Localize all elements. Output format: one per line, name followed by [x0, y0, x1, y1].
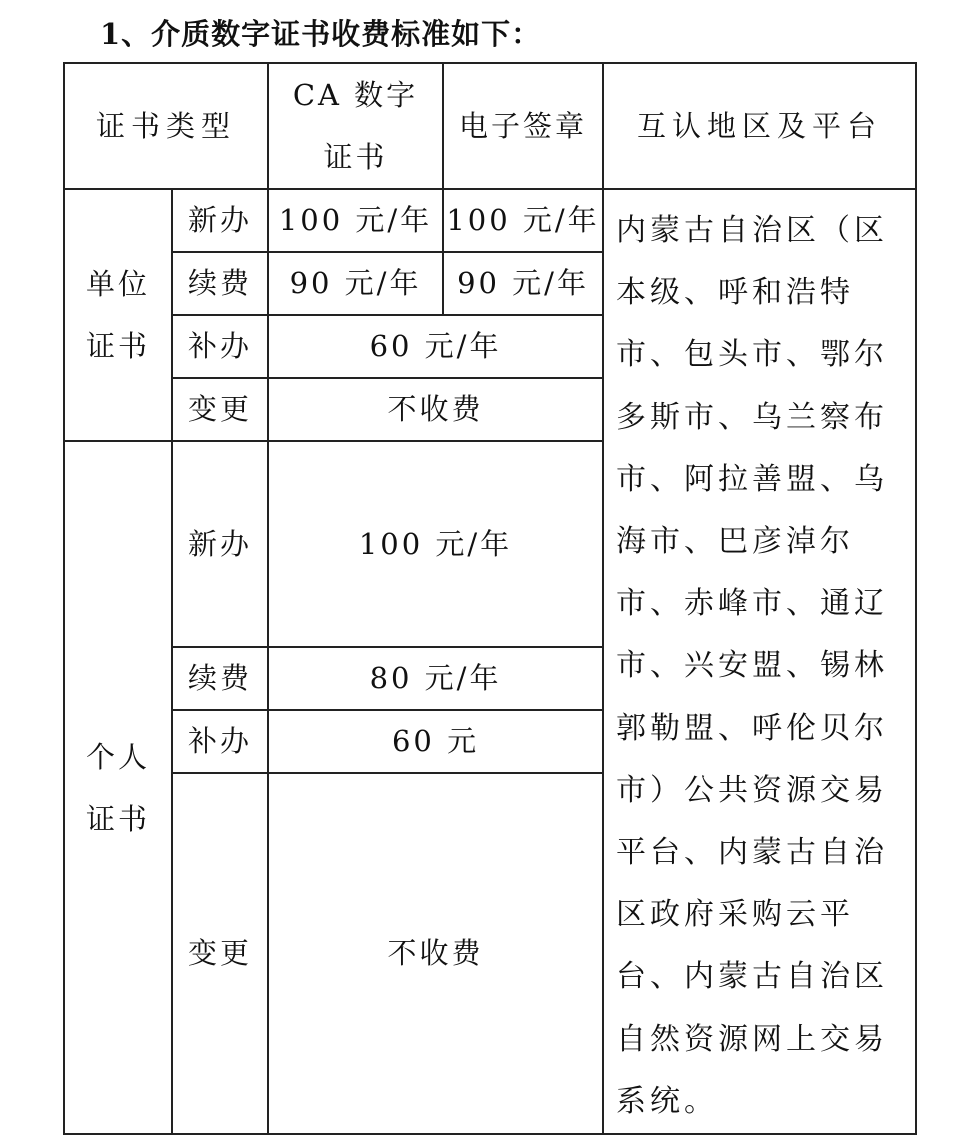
fee-cell: 100 元/年 [268, 441, 603, 647]
certificate-fee-table [63, 62, 917, 1135]
region-platform-cell: 内蒙古自治区（区本级、呼和浩特市、包头市、鄂尔多斯市、乌兰察布市、阿拉善盟、乌海市、巴彦淖尔市、赤峰市、通辽市、兴安盟、锡林郭勒盟、呼伦贝尔市）公共资源交易平台、内蒙古自治区政府采购云平台、内蒙古自治区自然资源网上交易系统。 [603, 189, 916, 1134]
personal-label-line1: 个人 [85, 739, 150, 774]
item-cell: 补办 [172, 315, 268, 378]
fee-cell: 不收费 [268, 378, 603, 441]
item-cell: 新办 [172, 189, 268, 252]
header-e-seal: 电子签章 [443, 63, 603, 189]
section-heading: 1、介质数字证书收费标准如下： [100, 17, 542, 51]
fee-cell: 80 元/年 [268, 647, 603, 710]
header-row [64, 63, 916, 189]
fee-cell: 不收费 [268, 773, 603, 1134]
item-cell: 变更 [172, 773, 268, 1134]
seal-fee-cell: 100 元/年 [443, 189, 603, 252]
item-cell: 新办 [172, 441, 268, 647]
personal-label-line2: 证书 [85, 801, 150, 836]
personal-cert-label [64, 441, 172, 1134]
item-cell: 变更 [172, 378, 268, 441]
unit-cert-label [64, 189, 172, 441]
item-cell: 续费 [172, 647, 268, 710]
header-ca-line1: CA 数字 [292, 78, 419, 112]
header-cert-type: 证书类型 [64, 63, 268, 189]
table-row [64, 189, 916, 252]
fee-cell: 60 元 [268, 710, 603, 773]
unit-label-line1: 单位 [85, 267, 150, 301]
seal-fee-cell: 90 元/年 [443, 252, 603, 315]
fee-cell: 60 元/年 [268, 315, 603, 378]
item-cell: 续费 [172, 252, 268, 315]
header-ca-line2: 证书 [323, 140, 388, 174]
ca-fee-cell: 90 元/年 [268, 252, 443, 315]
header-region: 互认地区及平台 [603, 63, 916, 189]
item-cell: 补办 [172, 710, 268, 773]
header-ca-cert [268, 63, 443, 189]
unit-label-line2: 证书 [85, 329, 150, 363]
ca-fee-cell: 100 元/年 [268, 189, 443, 252]
